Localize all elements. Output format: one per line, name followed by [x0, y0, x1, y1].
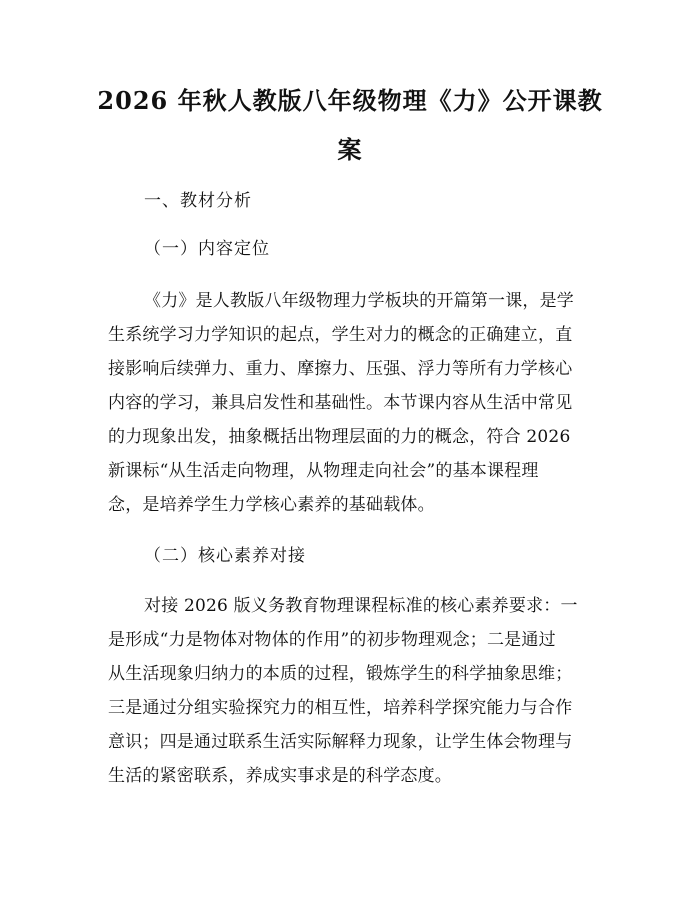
section-heading-textbook-analysis: 一、教材分析	[144, 191, 252, 211]
paragraph-line: 从生活现象归纳力的本质的过程，锻炼学生的科学抽象思维；	[108, 664, 573, 684]
paragraph-line: 生活的紧密联系，养成实事求是的科学态度。	[108, 766, 452, 786]
paragraph-line: 内容的学习，兼具启发性和基础性。本节课内容从生活中常见	[108, 393, 573, 413]
paragraph-line: 念，是培养学生力学核心素养的基础载体。	[108, 495, 435, 515]
paragraph-line: 对接 2026 版义务教育物理课程标准的核心素养要求：一	[144, 596, 578, 616]
paragraph-line: 的力现象出发，抽象概括出物理层面的力的概念，符合 2026	[108, 427, 571, 447]
paragraph-line: 新课标“从生活走向物理，从物理走向社会”的基本课程理	[108, 461, 539, 481]
paragraph-line: 《力》是人教版八年级物理力学板块的开篇第一课，是学	[144, 291, 574, 311]
subsection-heading-core-competencies: （二）核心素养对接	[144, 546, 306, 566]
subsection-heading-content-positioning: （一）内容定位	[144, 239, 270, 259]
document-title-line-1: 2026 年秋人教版八年级物理《力》公开课教	[97, 86, 603, 115]
paragraph-line: 生系统学习力学知识的起点，学生对力的概念的正确建立，直	[108, 325, 573, 345]
paragraph-line: 意识；四是通过联系生活实际解释力现象，让学生体会物理与	[108, 732, 573, 752]
paragraph-line: 三是通过分组实验探究力的相互性，培养科学探究能力与合作	[108, 698, 573, 718]
paragraph-line: 接影响后续弹力、重力、摩擦力、压强、浮力等所有力学核心	[108, 359, 573, 379]
paragraph-line: 是形成“力是物体对物体的作用”的初步物理观念；二是通过	[108, 630, 556, 650]
document-title-line-2: 案	[337, 135, 363, 164]
